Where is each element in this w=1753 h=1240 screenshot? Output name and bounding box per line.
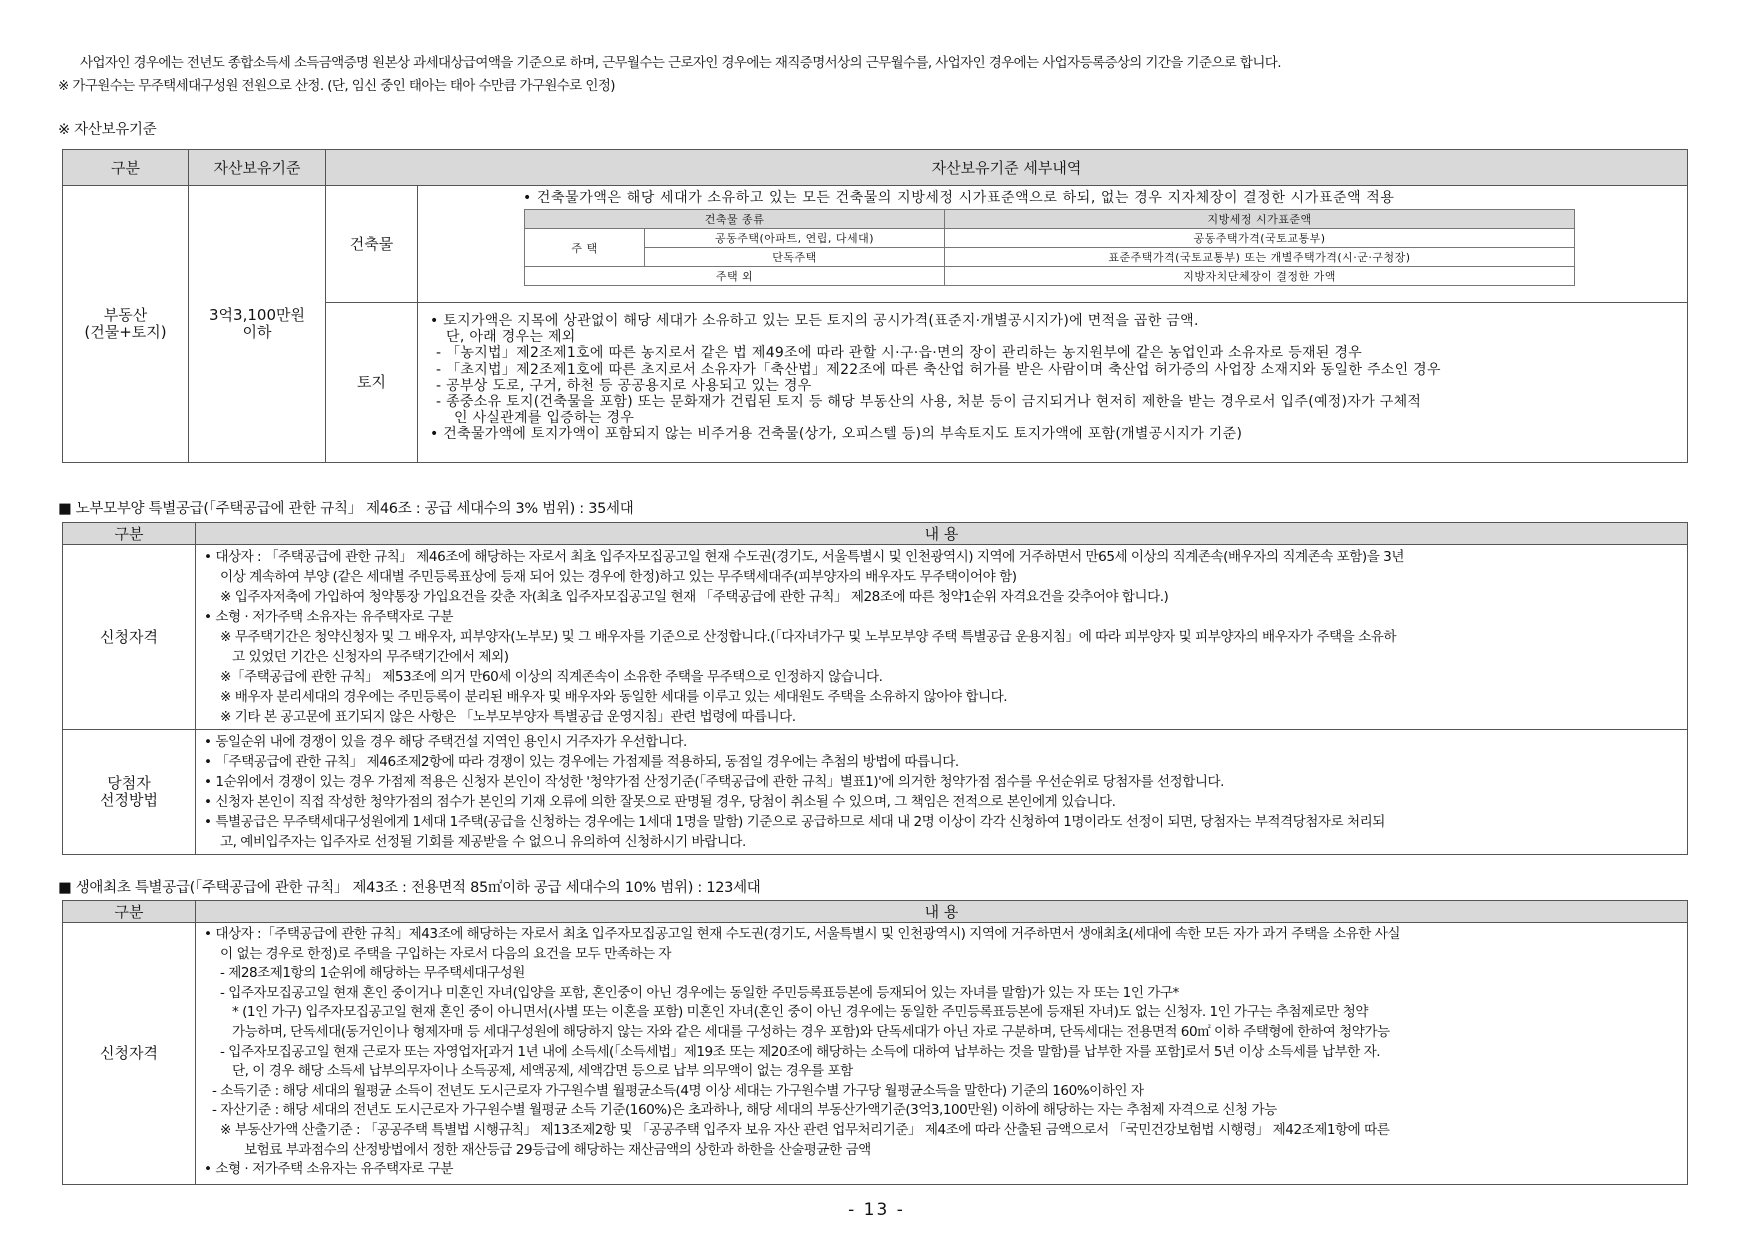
- land-line: - 종중소유 토지(건축물을 포함) 또는 문화재가 건립된 토지 등 해당 부동산의 사용, 처분 등이 금지되거나 현저히 제한을 받는 경우로서 입주(예정)자가 구체적: [436, 394, 1422, 411]
- firsttime-qual-line: • 대상자 :「주택공급에 관한 규칙」제43조에 해당하는 자로서 최초 입주자모집공고일 현재 수도권(경기도, 서울특별시 및 인천광역시) 지역에 거주하면서 생애최초(세대에 속한 모든 자가 과거 주택을 소유한 사실: [204, 926, 1400, 942]
- elderly-selection-label: [63, 730, 196, 855]
- elderly-qual-line: ※ 무주택기간은 청약신청자 및 그 배우자, 피부양자(노부모) 및 그 배우자를 기준으로 산정합니다.(「다자녀가구 및 노부모부양 주택 특별공급 운용지침」에 따라 피부양자 및 피부양자의 배우자가 주택을 소유하: [220, 629, 1396, 645]
- firsttime-qual-line: 보험료 부과점수의 산정방법에서 정한 재산등급 29등급에 해당하는 재산금액의 상한과 하한을 산술평균한 금액: [244, 1141, 871, 1158]
- building-price-header: 지방세정 시가표준액: [945, 210, 1575, 229]
- firsttime-header-category: 구분: [63, 901, 196, 923]
- asset-section-title: ※ 자산보유기준: [58, 122, 157, 138]
- firsttime-qualification-label: 신청자격: [63, 923, 196, 1185]
- asset-header-limit: 자산보유기준: [189, 150, 326, 186]
- building-type-nonhousing: 주택 외: [525, 267, 945, 286]
- building-price-detached: 표준주택가격(국토교통부) 또는 개별주택가격(시·군·구청장): [945, 248, 1575, 267]
- elderly-qual-line: ※ 배우자 분리세대의 경우에는 주민등록이 분리된 배우자 및 배우자와 동일한 세대를 이루고 있는 세대원도 주택을 소유하지 않아야 합니다.: [220, 689, 1008, 705]
- intro-line-1: 사업자인 경우에는 전년도 종합소득세 소득금액증명 원본상 과세대상급여액을 기준으로 하며, 근무월수는 근로자인 경우에는 재직증명서상의 근무월수를, 사업자인 경우에는 사업자등록증상의 기간을 기준으로 합니다.: [80, 55, 1281, 71]
- elderly-selection-label-line-1: 당첨자: [107, 774, 151, 792]
- land-line: 단, 아래 경우는 제외: [446, 329, 576, 346]
- land-label: 토지: [326, 303, 418, 463]
- elderly-selection: [196, 730, 1688, 855]
- elderly-qual-line: • 소형 · 저가주택 소유자는 유주택자로 구분: [204, 609, 454, 625]
- firsttime-qual-line: - 제28조제1항의 1순위에 해당하는 무주택세대구성원: [220, 965, 525, 982]
- elderly-qual-line: • 대상자 : 「주택공급에 관한 규칙」 제46조에 해당하는 자로서 최초 입주자모집공고일 현재 수도권(경기도, 서울특별시 및 인천광역시) 지역에 거주하면서 만65세 이상의 직계존속(배우자의 직계존속 포함)을 3년: [204, 549, 1404, 565]
- land-line: - 「초지법」제2조제1호에 따른 초지로서 소유자가「축산법」제22조에 따른 축산업 허가를 받은 사람이며 축산업 허가증의 사업장 소재지와 동일한 주소인 경우: [436, 361, 1441, 378]
- building-type-detached: 단독주택: [645, 248, 945, 267]
- elderly-qual-line: ※ 기타 본 공고문에 표기되지 않은 사항은 「노부모부양자 특별공급 운영지침」관련 법령에 따릅니다.: [220, 709, 796, 725]
- elderly-select-line: 고, 예비입주자는 입주자로 선정될 기회를 제공받을 수 없으니 유의하여 신청하시기 바랍니다.: [220, 834, 746, 850]
- building-price-apartment: 공동주택가격(국토교통부): [945, 229, 1575, 248]
- elderly-header-content: 내 용: [196, 523, 1688, 545]
- building-detail: [418, 186, 1688, 303]
- asset-category: [63, 186, 189, 463]
- asset-limit: [189, 186, 326, 463]
- elderly-select-line: • 1순위에서 경쟁이 있는 경우 가점제 적용은 신청자 본인이 작성한 '청약가점 산정기준(「주택공급에 관한 규칙」별표1)'에 의거한 청약가점 점수를 우선순위로 당첨자를 선정합니다.: [204, 774, 1224, 790]
- asset-limit-line-2: 이하: [242, 323, 272, 341]
- intro-line-2: ※ 가구원수는 무주택세대구성원 전원으로 산정. (단, 임신 중인 태아는 태아 수만큼 가구원수로 인정): [58, 78, 615, 94]
- elderly-qual-line: ※「주택공급에 관한 규칙」 제53조에 의거 만60세 이상의 직계존속이 소유한 주택을 무주택으로 인정하지 않습니다.: [220, 669, 883, 685]
- land-line: - 공부상 도로, 구거, 하천 등 공공용지로 사용되고 있는 경우: [436, 377, 812, 394]
- elderly-table: [62, 522, 1688, 855]
- land-line: - 「농지법」제2조제1호에 따른 농지로서 같은 법 제49조에 따라 관할 시·구·읍·면의 장이 관리하는 농지원부에 같은 농업인과 소유자로 등재된 경우: [436, 345, 1363, 362]
- firsttime-qual-line: * (1인 가구) 입주자모집공고일 현재 혼인 중이 아니면서(사별 또는 이혼을 포함) 미혼인 자녀(혼인 중이 아닌 경우에는 동일한 주민등록표등본에 등재된 자녀)도 없는 신청자. 1인 가구는 추첨제로만 청약: [232, 1004, 1369, 1021]
- asset-category-line-1: 부동산: [103, 306, 148, 324]
- asset-header-category: 구분: [63, 150, 189, 186]
- housing-label: 주 택: [525, 229, 645, 267]
- firsttime-header-content: 내 용: [196, 901, 1688, 923]
- land-detail: [418, 303, 1688, 463]
- elderly-qual-line: ※ 입주자저축에 가입하여 청약통장 가입요건을 갖춘 자(최초 입주자모집공고일 현재 「주택공급에 관한 규칙」 제28조에 따른 청약1순위 자격요건을 갖추어야 합니다.): [220, 589, 1169, 605]
- firsttime-qual-line: 이 없는 경우로 한정)로 주택을 구입하는 자로서 다음의 요건을 모두 만족하는 자: [220, 945, 672, 962]
- land-line: • 토지가액은 지목에 상관없이 해당 세대가 소유하고 있는 모든 토지의 공시가격(표준지·개별공시지가)에 면적을 곱한 금액.: [430, 313, 1199, 329]
- asset-category-line-2: (건물+토지): [84, 323, 167, 341]
- firsttime-qual-line: • 소형 · 저가주택 소유자는 유주택자로 구분: [204, 1161, 454, 1178]
- elderly-select-line: • 「주택공급에 관한 규칙」 제46조제2항에 따라 경쟁이 있는 경우에는 가점제를 적용하되, 동점일 경우에는 추첨의 방법에 따릅니다.: [204, 754, 959, 770]
- firsttime-qual-line: - 소득기준 : 해당 세대의 월평균 소득이 전년도 도시근로자 가구원수별 월평균소득(4명 이상 세대는 가구원수별 가구당 월평균소득을 말한다) 기준의 160%이하인 자: [212, 1082, 1144, 1099]
- building-label: 건축물: [326, 186, 418, 303]
- elderly-select-line: • 특별공급은 무주택세대구성원에게 1세대 1주택(공급을 신청하는 경우에는 1세대 1명을 말함) 기준으로 공급하므로 세대 내 2명 이상이 각각 신청하여 1명이라도 선정이 되면, 당첨자는 부적격당첨자로 처리되: [204, 814, 1385, 830]
- building-price-table: [524, 209, 1575, 286]
- elderly-qualification: [196, 545, 1688, 730]
- firsttime-qual-line: 가능하며, 단독세대(동거인이나 형제자매 등 세대구성원에 해당하지 않는 자와 같은 세대를 구성하는 경우 포함)와 단독세대가 아닌 자로 구분하며, 단독세대는 전용면적 60㎡ 이하 주택형에 한하여 청약가능: [232, 1023, 1390, 1040]
- elderly-qual-line: 이상 계속하여 부양 (같은 세대별 주민등록표상에 등재 되어 있는 경우에 한정)하고 있는 무주택세대주(피부양자의 배우자도 무주택이어야 함): [220, 569, 1017, 585]
- firsttime-qual-line: ※ 부동산가액 산출기준 : 「공공주택 특별법 시행규칙」 제13조제2항 및 「공공주택 입주자 보유 자산 관련 업무처리기준」 제4조에 따라 산출된 금액으로서 「국민건강보험법 시행령」 제42조제1항에 따른: [220, 1121, 1390, 1138]
- firsttime-qual-line: - 자산기준 : 해당 세대의 전년도 도시근로자 가구원수별 월평균 소득 기준(160%)은 초과하나, 해당 세대의 부동산가액기준(3억3,100만원) 이하에 해당하는 자는 추첨제 자격으로 신청 가능: [212, 1102, 1277, 1119]
- building-type-apartment: 공동주택(아파트, 연립, 다세대): [645, 229, 945, 248]
- building-bullet: • 건축물가액은 해당 세대가 소유하고 있는 모든 건축물의 지방세정 시가표준액으로 하되, 없는 경우 지자체장이 결정한 시가표준액 적용: [523, 190, 1395, 206]
- land-line: • 건축물가액에 토지가액이 포함되지 않는 비주거용 건축물(상가, 오피스텔 등)의 부속토지도 토지가액에 포함(개별공시지가 기준): [430, 426, 1243, 443]
- elderly-select-line: • 신청자 본인이 직접 작성한 청약가점의 점수가 본인의 기재 오류에 의한 잘못으로 판명될 경우, 당첨이 취소될 수 있으며, 그 책임은 전적으로 본인에게 있습니다.: [204, 794, 1116, 810]
- building-type-header: 건축물 종류: [525, 210, 945, 229]
- land-line: 인 사실관계를 입증하는 경우: [454, 410, 635, 427]
- building-price-nonhousing: 지방자치단체장이 결정한 가액: [945, 267, 1575, 286]
- page-number: - 13 -: [848, 1200, 905, 1220]
- firsttime-qual-line: 단, 이 경우 해당 소득세 납부의무자이나 소득공제, 세액공제, 세액감면 등으로 납부 의무액이 없는 경우를 포함: [232, 1063, 853, 1080]
- elderly-selection-label-line-2: 선정방법: [100, 791, 158, 809]
- asset-table: [62, 149, 1688, 463]
- firsttime-section-title: ■ 생애최초 특별공급(「주택공급에 관한 규칙」 제43조 : 전용면적 85㎡이하 공급 세대수의 10% 범위) : 123세대: [58, 880, 761, 896]
- firsttime-qual-line: - 입주자모집공고일 현재 혼인 중이거나 미혼인 자녀(입양을 포함, 혼인중이 아닌 경우에는 동일한 주민등록표등본에 등재되어 있는 자녀를 말함)가 있는 자 또는 1인 가구*: [220, 984, 1179, 1001]
- elderly-qualification-label: 신청자격: [63, 545, 196, 730]
- elderly-select-line: • 동일순위 내에 경쟁이 있을 경우 해당 주택건설 지역인 용인시 거주자가 우선합니다.: [204, 734, 687, 750]
- firsttime-qualification: [196, 923, 1688, 1185]
- asset-header-detail: 자산보유기준 세부내역: [326, 150, 1688, 186]
- firsttime-qual-line: - 입주자모집공고일 현재 근로자 또는 자영업자[과거 1년 내에 소득세(「소득세법」제19조 또는 제20조에 해당하는 소득에 대하여 납부하는 것을 말함)를 납부한 자를 포함]로서 5년 이상 소득세를 납부한 자.: [220, 1043, 1381, 1060]
- elderly-header-category: 구분: [63, 523, 196, 545]
- firsttime-table: [62, 900, 1688, 1185]
- elderly-qual-line: 고 있었던 기간은 신청자의 무주택기간에서 제외): [232, 649, 509, 665]
- elderly-section-title: ■ 노부모부양 특별공급(「주택공급에 관한 규칙」 제46조 : 공급 세대수의 3% 범위) : 35세대: [58, 501, 634, 517]
- asset-limit-line-1: 3억3,100만원: [209, 306, 305, 324]
